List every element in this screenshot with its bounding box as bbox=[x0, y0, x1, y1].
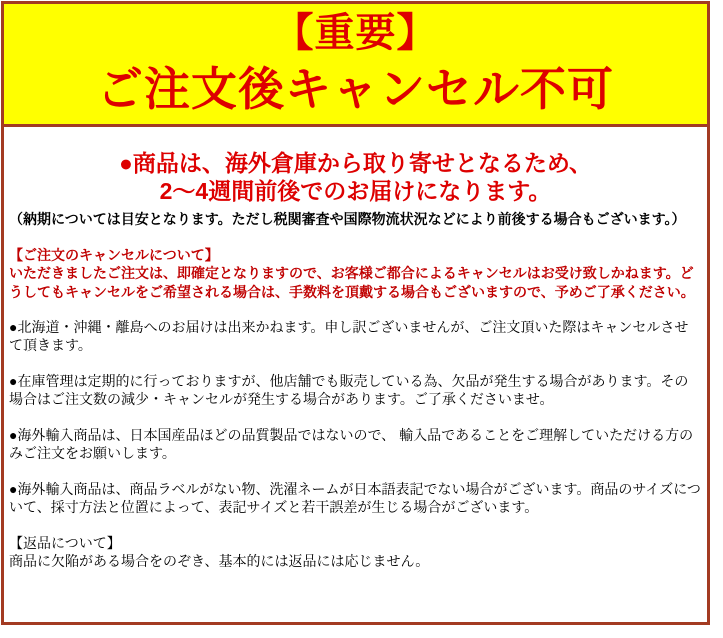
cancel-policy-body: いただきましたご注文は、即確定となりますので、お客様ご都合によるキャンセルはお受け致しかねます。どうしてもキャンセルをご希望される場合は、手数料を頂戴する場合もございますので、予めご了承ください。 bbox=[9, 265, 695, 300]
header-no-cancel-label: ご注文後キャンセル不可 bbox=[97, 63, 614, 115]
delivery-highlight-line2: 2～4週間前後でのお届けになります。 bbox=[159, 178, 552, 205]
important-header bbox=[4, 4, 707, 127]
bullet-stock-management: ●在庫管理は定期的に行っておりますが、他店舗でも販売している為、欠品が発生する場合があります。その場合はご注文数の減少・キャンセルが発生する場合があります。ご了承くださいませ。 bbox=[9, 372, 689, 408]
header-important-label: 【重要】 bbox=[273, 11, 438, 55]
bullet-shipping-restriction: ●北海道・沖縄・離島へのお届けは出来かねます。申し訳ございませんが、ご注文頂いた際はキャンセルさせて頂きます。 bbox=[9, 318, 689, 354]
cancel-policy-title: 【ご注文のキャンセルについて】 bbox=[9, 246, 219, 263]
delivery-highlight-line1: ●商品は、海外倉庫から取り寄せとなるため、 bbox=[119, 150, 592, 176]
delivery-highlight bbox=[9, 149, 702, 205]
order-notice-box bbox=[1, 1, 710, 625]
delivery-time-note: （納期については目安となります。ただし税関審査や国際物流状況などにより前後する場合もございます。） bbox=[9, 211, 686, 228]
returns-policy-body: 商品に欠陥がある場合をのぞき、基本的には返品には応じません。 bbox=[9, 553, 430, 570]
returns-policy-section bbox=[9, 534, 702, 571]
bullet-import-quality: ●海外輸入商品は、日本国産品ほどの品質製品ではないので、 輸入品であることをご理解していただける方のみご注文をお願いします。 bbox=[9, 426, 694, 462]
notice-content bbox=[4, 149, 707, 571]
bullet-label-and-size: ●海外輸入商品は、商品ラベルがない物、洗濯ネームが日本語表記でない場合がございます。商品のサイズについて、採寸方法と位置によって、表記サイズと若干誤差が生じる場合がございます。 bbox=[9, 480, 701, 516]
returns-policy-title: 【返品について】 bbox=[9, 534, 121, 551]
cancel-policy-section bbox=[9, 246, 702, 301]
